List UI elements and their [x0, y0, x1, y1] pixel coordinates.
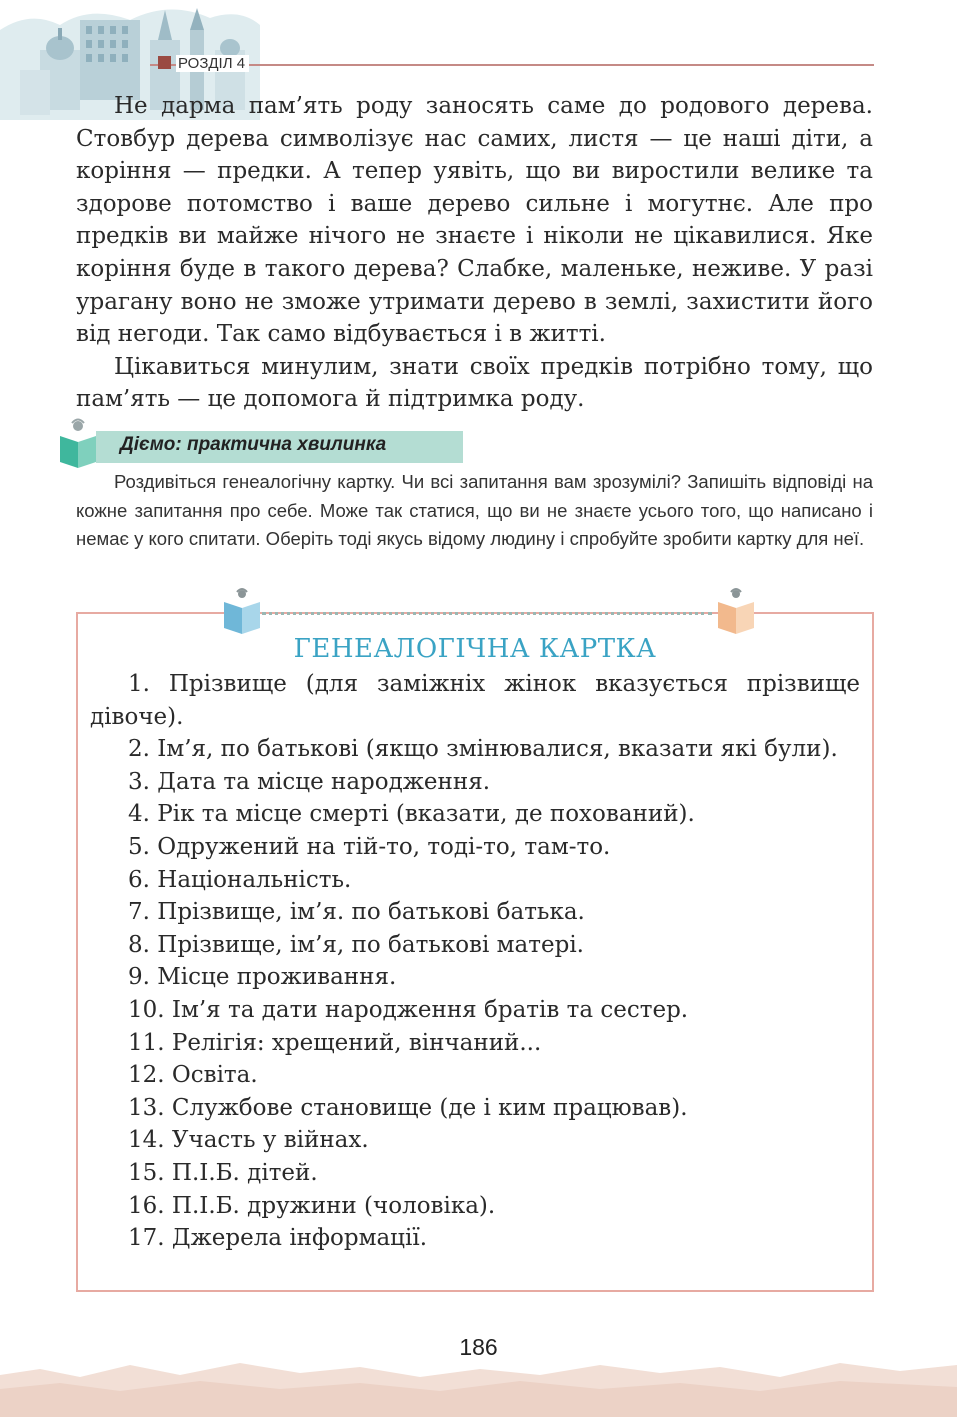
list-item: 9. Місце проживання.	[128, 964, 397, 991]
card-dotted-rule	[262, 612, 712, 615]
list-item: 12. Освіта.	[128, 1062, 258, 1089]
practice-paragraph: Роздивіться генеалогічну картку. Чи всі запитання вам зрозумілі? Запишіть відповіді на кожне запитання про себе. Може так статися, що ви не знаєте усього того, що написано і немає у кого спитати. Оберіть тоді якусь відому людину і спробуйте зробити картку для неї.	[76, 471, 873, 549]
practice-title: Діємо: практична хвилинка	[120, 434, 387, 455]
list-item: 10. Ім’я та дати народження братів та сестер.	[128, 996, 689, 1023]
card-list	[90, 668, 860, 1255]
list-item: 13. Службове становище (де і ким працював).	[128, 1094, 688, 1121]
section-label: РОЗДІЛ 4	[176, 55, 249, 72]
list-item: 7. Прізвище, ім’я. по батькові батька.	[128, 899, 585, 926]
practice-text	[76, 468, 873, 554]
practice-book-icon	[58, 418, 98, 468]
body-text	[76, 90, 873, 416]
list-item: 2. Ім’я, по батькові (якщо змінювалися, вказати які були).	[128, 736, 838, 763]
list-item: 8. Прізвище, ім’я, по батькові матері.	[128, 931, 584, 958]
page-number: 186	[459, 1334, 498, 1360]
list-item: 6. Національність.	[128, 866, 352, 893]
header-rule	[150, 64, 874, 66]
list-item: 11. Релігія: хрещений, вінчаний...	[128, 1029, 542, 1056]
blue-book-icon	[222, 588, 262, 634]
orange-book-icon	[716, 588, 756, 634]
paragraph: Цікавиться минулим, знати своїх предків потрібно тому, що пам’ять — це допомога й підтримка роду.	[76, 353, 873, 413]
list-item: 4. Рік та місце смерті (вказати, де похований).	[128, 801, 695, 828]
section-square-icon	[158, 56, 171, 69]
list-item: 16. П.І.Б. дружини (чоловіка).	[128, 1192, 496, 1219]
card-title: ГЕНЕАЛОГІЧНА КАРТКА	[293, 634, 657, 664]
list-item: 1. Прізвище (для заміжніх жінок вказується прізвище дівоче).	[90, 671, 860, 730]
list-item: 14. Участь у війнах.	[128, 1127, 369, 1154]
list-item: 5. Одружений на тій-то, тоді-то, там-то.	[128, 833, 611, 860]
list-item: 15. П.І.Б. дітей.	[128, 1159, 318, 1186]
list-item: 3. Дата та місце народження.	[128, 768, 491, 795]
list-item: 17. Джерела інформації.	[128, 1225, 427, 1252]
mountains-band-icon	[0, 1355, 957, 1417]
paragraph: Не дарма пам’ять роду заносять саме до родового дерева. Стовбур дерева символізує нас самих, листя — це наші діти, а коріння — предки. А тепер уявіть, що ви виростили велике та здорове потомство і ваше дерево сильне і могутнє. Але про предків ви майже нічого не знаєте і ніколи не цікавилися. Яке коріння буде в такого дерева? Слабке, маленьке, неживе. У разі урагану воно не зможе утримати дерево в землі, захистити його від негоди. Так само відбувається і в житті.	[76, 93, 873, 348]
